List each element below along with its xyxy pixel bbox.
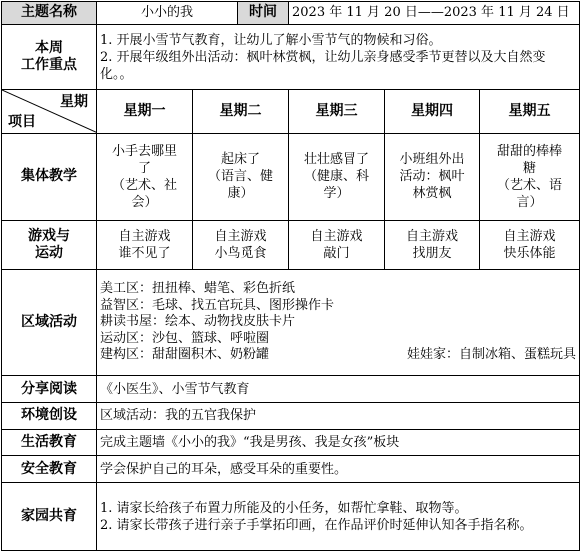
region-line: 益智区：毛球、找五官玩具、图形操作卡	[100, 297, 335, 313]
safety-label: 安全教育	[2, 456, 97, 483]
reading-row	[2, 376, 580, 403]
day-wednesday: 星期三	[289, 90, 385, 133]
day-friday: 星期五	[480, 90, 580, 133]
theme-label: 主题名称	[2, 2, 97, 25]
teaching-thursday: 小班组外出 活动：枫叶 林赏枫	[385, 133, 480, 220]
home-item: 1. 请家长给孩子布置力所能及的小任务，如帮忙拿鞋、取物等。	[100, 500, 468, 516]
group-teaching-row	[2, 133, 580, 220]
life-value: 完成主题墙《小小的我》“我是男孩、我是女孩”板块	[97, 429, 580, 456]
region-line: 美工区：扭扭棒、蜡笔、彩色折纸	[100, 281, 296, 297]
teaching-friday: 甜甜的棒棒 糖 （艺术、语 言）	[480, 133, 580, 220]
focus-label	[2, 24, 97, 90]
game-wednesday: 自主游戏 敲门	[289, 220, 385, 269]
focus-content	[97, 24, 580, 90]
weekly-plan-table	[1, 1, 580, 551]
environment-label: 环境创设	[2, 402, 97, 429]
reading-label: 分享阅读	[2, 376, 97, 403]
region-content	[97, 270, 580, 376]
environment-value: 区域活动：我的五官我保护	[97, 402, 580, 429]
region-row	[2, 270, 580, 376]
environment-row	[2, 402, 580, 429]
time-value: 2023 年 11 月 20 日——2023 年 11 月 24 日	[289, 2, 580, 25]
region-line: 耕读书屋：绘本、动物找皮肤卡片	[100, 314, 296, 330]
game-friday: 自主游戏 快乐体能	[480, 220, 580, 269]
game-thursday: 自主游戏 找朋友	[385, 220, 480, 269]
focus-item: 2. 开展年级组外出活动：枫叶林赏枫，让幼儿亲身感受季节更替以及大自然变化。。	[100, 49, 546, 82]
corner-weekday-label: 星期	[60, 94, 88, 111]
region-label: 区域活动	[2, 270, 97, 376]
game-tuesday: 自主游戏 小鸟觅食	[193, 220, 289, 269]
reading-value: 《小医生》、小雪节气教育	[97, 376, 580, 403]
day-tuesday: 星期二	[193, 90, 289, 133]
diagonal-header-cell	[2, 90, 97, 133]
corner-item-label: 项目	[8, 113, 36, 130]
focus-label-line2: 工作重点	[21, 57, 77, 73]
day-monday: 星期一	[97, 90, 193, 133]
teaching-monday: 小手去哪里 了 （艺术、社 会）	[97, 133, 193, 220]
life-label: 生活教育	[2, 429, 97, 456]
region-dollhouse: 娃娃家：自制冰箱、蛋糕玩具	[407, 347, 577, 363]
teaching-wednesday: 壮壮感冒了 （健康、科 学）	[289, 133, 385, 220]
home-row	[2, 483, 580, 551]
theme-value: 小小的我	[97, 2, 238, 25]
games-row	[2, 220, 580, 269]
games-label-line2: 运动	[35, 245, 63, 262]
region-construction: 建构区：甜甜圈积木、奶粉罐	[100, 347, 270, 363]
life-row	[2, 429, 580, 456]
header-row	[2, 2, 580, 25]
region-line-last	[100, 347, 576, 364]
day-thursday: 星期四	[385, 90, 480, 133]
focus-row	[2, 24, 580, 90]
group-teaching-label: 集体教学	[2, 133, 97, 220]
safety-value: 学会保护自己的耳朵，感受耳朵的重要性。	[97, 456, 580, 483]
home-content	[97, 483, 580, 551]
focus-label-line1: 本周	[35, 40, 63, 56]
focus-item: 1. 开展小雪节气教育，让幼儿了解小雪节气的物候和习俗。	[100, 32, 442, 48]
home-label: 家园共育	[2, 483, 97, 551]
safety-row	[2, 456, 580, 483]
time-label: 时间	[238, 2, 289, 25]
game-monday: 自主游戏 谁不见了	[97, 220, 193, 269]
teaching-tuesday: 起床了 （语言、健 康）	[193, 133, 289, 220]
region-line: 运动区：沙包、篮球、呼啦圈	[100, 330, 270, 346]
games-label	[2, 220, 97, 269]
week-header-row	[2, 90, 580, 133]
home-item: 2. 请家长带孩子进行亲子手掌拓印画，在作品评价时延伸认知各手指名称。	[100, 517, 533, 533]
games-label-line1: 游戏与	[28, 228, 70, 245]
